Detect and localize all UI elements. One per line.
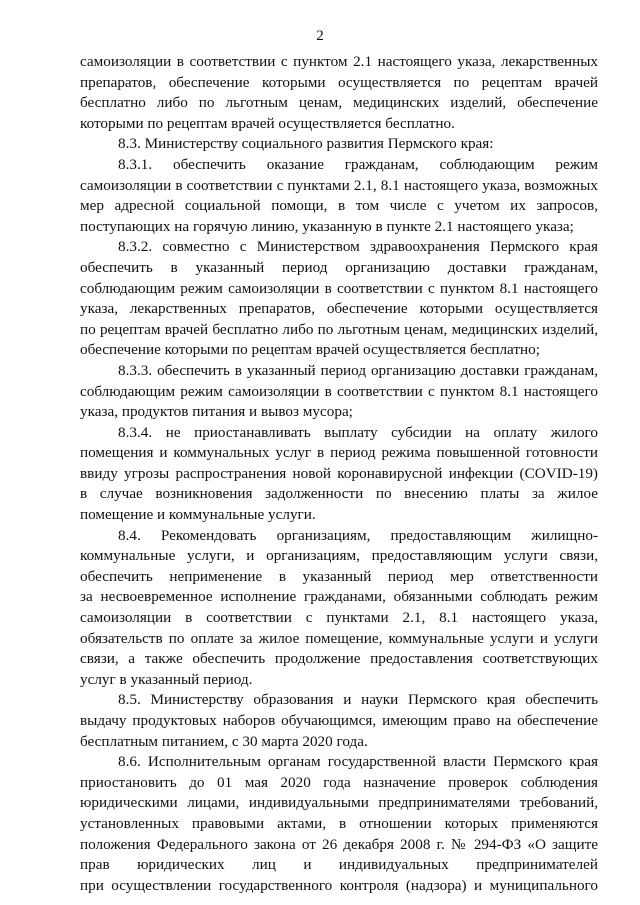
text-line: препаратов, обеспечение которыми осуществляется по рецептам врачей xyxy=(80,73,598,91)
page-number: 2 xyxy=(316,28,324,44)
paragraph xyxy=(80,690,598,752)
text-line: связи, а также обеспечить продолжение предоставления соответствующих xyxy=(80,650,598,668)
text-line: помещения и коммунальных услуг в период режима повышенной готовности xyxy=(80,444,598,462)
text-line: соблюдающим режим самоизоляции в соответствии с пунктом 8.1 настоящего xyxy=(80,279,598,297)
text-line: коммунальные услуги, и организациям, предоставляющим услуги связи, xyxy=(80,547,598,565)
text-line: по рецептам врачей бесплатно либо по льготным ценам, медицинских изделий, xyxy=(80,320,598,338)
paragraph xyxy=(80,52,598,134)
paragraph xyxy=(80,752,598,896)
paragraph xyxy=(80,361,598,423)
text-line: самоизоляции в соответствии с пунктами 2.1, 8.1 настоящего указа, xyxy=(80,609,598,627)
text-line: указа, лекарственных препаратов, обеспечение которыми осуществляется xyxy=(80,300,598,318)
text-line: мер адресной социальной помощи, в том числе с учетом их запросов, xyxy=(80,197,598,215)
text-line: юридическими лицами, индивидуальными предпринимателями требований, xyxy=(80,794,598,812)
text-line: выдачу продуктовых наборов обучающимся, имеющим право на обеспечение xyxy=(80,712,598,729)
text-line: 8.3. Министерству социального развития Пермского края: xyxy=(118,135,494,153)
paragraph xyxy=(80,526,598,691)
text-line: поступающих на горячую линию, указанную в пункте 2.1 настоящего указа; xyxy=(80,217,574,235)
text-line: в случае возникновения задолженности по внесению платы за жилое xyxy=(80,485,598,503)
text-line: обеспечение которыми по рецептам врачей осуществляется бесплатно; xyxy=(80,341,540,359)
text-line: 8.3.2. совместно с Министерством здравоохранения Пермского края xyxy=(118,238,598,256)
text-line: установленных правовыми актами, в отношении которых применяются xyxy=(80,814,598,832)
text-line: самоизоляции в соответствии с пунктом 2.1 настоящего указа, лекарственных xyxy=(80,53,598,70)
text-line: бесплатно либо по льготным ценам, медицинских изделий, обеспечение xyxy=(80,94,598,112)
text-line: 8.3.1. обеспечить оказание гражданам, соблюдающим режим xyxy=(118,155,598,173)
text-line: ввиду угрозы распространения новой коронавирусной инфекции (COVID-19) xyxy=(80,464,598,482)
text-line: приостановить до 01 мая 2020 года назначение проверок соблюдения xyxy=(80,773,598,791)
text-line: за несвоевременное исполнение гражданами, обязанными соблюдать режим xyxy=(80,588,598,606)
text-line: бесплатным питанием, с 30 марта 2020 года. xyxy=(80,732,368,750)
paragraph xyxy=(80,155,598,237)
text-line: 8.3.4. не приостанавливать выплату субсидии на оплату жилого xyxy=(118,423,598,441)
text-line: обеспечить неприменение в указанный период мер ответственности xyxy=(80,567,598,585)
text-line: помещение и коммунальные услуги. xyxy=(80,506,316,524)
text-line: прав юридических лиц и индивидуальных предпринимателей xyxy=(80,856,598,874)
text-line: которыми по рецептам врачей осуществляется бесплатно. xyxy=(80,114,455,132)
text-line: 8.6. Исполнительным органам государственной власти Пермского края xyxy=(118,753,598,771)
text-line: обеспечить в указанный период организацию доставки гражданам, xyxy=(80,258,598,276)
text-line: соблюдающим режим самоизоляции в соответствии с пунктом 8.1 настоящего xyxy=(80,382,598,400)
text-line: обязательств по оплате за жилое помещение, коммунальные услуги и услуги xyxy=(80,629,598,647)
paragraph xyxy=(80,134,598,155)
text-line: самоизоляции в соответствии с пунктами 2.1, 8.1 настоящего указа, возможных xyxy=(80,176,598,194)
text-line: 8.5. Министерству образования и науки Пермского края обеспечить xyxy=(118,691,598,709)
text-line: указа, продуктов питания и вывоз мусора; xyxy=(80,403,353,421)
text-line: 8.4. Рекомендовать организациям, предоставляющим жилищно- xyxy=(118,526,598,544)
text-line: 8.3.3. обеспечить в указанный период организацию доставки гражданам, xyxy=(118,361,598,379)
text-line: при осуществлении государственного контроля (надзора) и муниципального xyxy=(80,876,598,894)
text-line: положения Федерального закона от 26 декабря 2008 г. № 294-ФЗ «О защите xyxy=(80,835,598,853)
paragraph xyxy=(80,237,598,361)
document-body xyxy=(80,52,598,896)
paragraph xyxy=(80,423,598,526)
text-line: услуг в указанный период. xyxy=(80,670,253,688)
